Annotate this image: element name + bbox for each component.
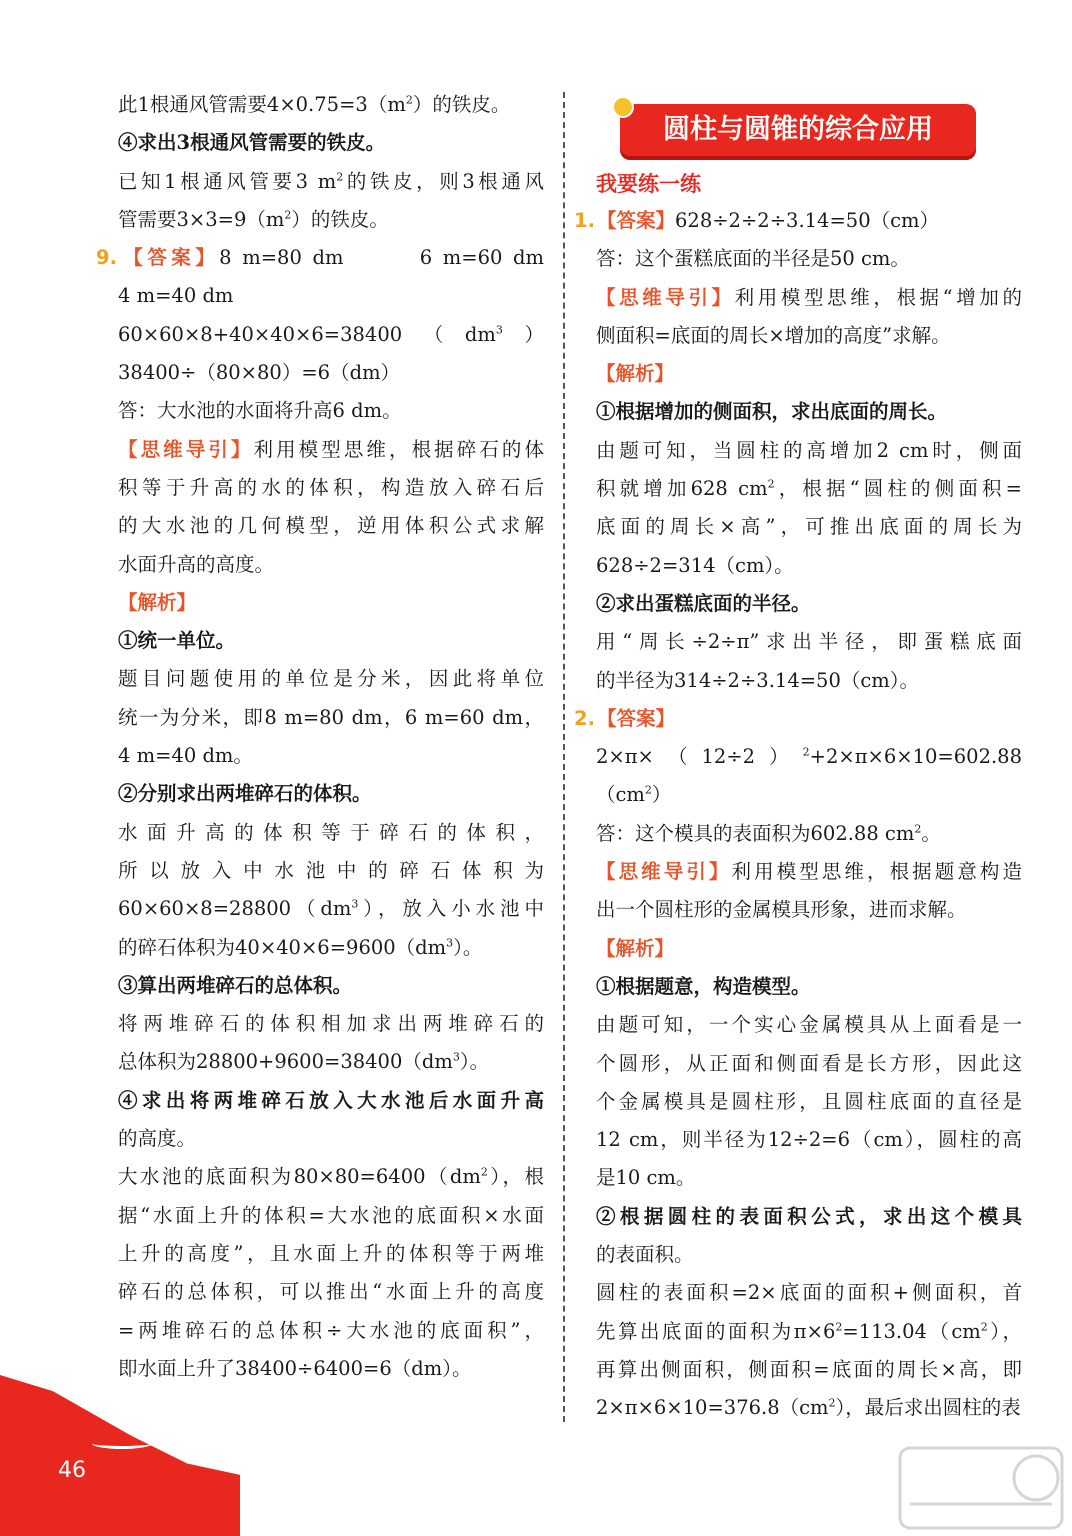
- right-line: 再算出侧面积，侧面积=底面的周长×高，即: [596, 1357, 1022, 1381]
- right-line: ①根据增加的侧面积，求出底面的周长。: [596, 400, 948, 424]
- right-line: 【解析】: [596, 362, 675, 386]
- section-title: 圆柱与圆锥的综合应用: [663, 114, 933, 145]
- right-line: $2\times\pi\times(12\div 2)^2+2\times\pi\times 6\times 10=602.88$: [596, 745, 1022, 769]
- right-line: 个圆形，从正面和侧面看是长方形，因此这: [596, 1051, 1022, 1075]
- left-line: 据“水面上升的体积=大水池的底面积×水面: [118, 1203, 544, 1227]
- left-line: 答：大水池的水面将升高6 dm。: [118, 399, 402, 423]
- right-line: 1. 【答案】628÷2÷2÷3.14=50（cm）: [574, 209, 940, 232]
- right-column: [574, 202, 1022, 1428]
- left-line: 总体积为$28800+9600=38400(dm^3)$。: [118, 1050, 490, 1074]
- left-line: $60\times 60\times 8+40\times 40\times 6=38400(dm^3)$: [118, 322, 544, 346]
- left-line: 大水池的底面积为$80\times 80=6400(dm^2)$，根: [118, 1165, 544, 1189]
- left-line: 碎石的总体积，可以推出“水面上升的高度: [118, 1280, 544, 1304]
- left-line: 【解析】: [118, 590, 197, 614]
- left-line: 的碎石体积为$40\times 40\times 6=9600(dm^3)$。: [118, 935, 483, 959]
- section-header: [620, 104, 976, 156]
- left-line: =两堆碎石的总体积÷大水池的底面积”，: [118, 1318, 544, 1342]
- right-line: 答：这个模具的表面积为602.88 $cm^2$。: [596, 821, 941, 845]
- right-line: 由题可知，一个实心金属模具从上面看是一: [596, 1013, 1022, 1037]
- left-line: 的大水池的几何模型，逆用体积公式求解: [118, 514, 544, 538]
- left-line: 题目问题使用的单位是分米，因此将单位: [118, 667, 544, 691]
- right-line: 答：这个蛋糕底面的半径是50 cm。: [596, 247, 910, 271]
- left-line: ④求出将两堆碎石放入大水池后水面升高: [118, 1088, 544, 1112]
- watermark-logo: [896, 1444, 1066, 1532]
- right-line: 12 cm，则半径为12÷2=6（cm），圆柱的高: [596, 1128, 1022, 1152]
- left-line: 9. 【答案】8 m=80 dm 6 m=60 dm: [96, 246, 544, 270]
- right-line: 【思维导引】利用模型思维，根据“增加的: [596, 285, 1022, 309]
- left-line: 【思维导引】利用模型思维，根据碎石的体: [118, 437, 544, 461]
- right-line: 个金属模具是圆柱形，且圆柱底面的直径是: [596, 1089, 1022, 1113]
- right-line: 积就增加628 $cm^2$，根据“圆柱的侧面积=: [596, 477, 1022, 501]
- right-line: 的表面积。: [596, 1243, 694, 1267]
- left-line: 4 m=40 dm。: [118, 744, 253, 768]
- left-line: 已知1根通风管要3 $m^2$的铁皮，则3根通风: [118, 169, 544, 193]
- right-line: 用“周长÷2÷π”求出半径，即蛋糕底面: [596, 630, 1022, 654]
- left-line: 将两堆碎石的体积相加求出两堆碎石的: [118, 1012, 544, 1036]
- left-line: ③算出两堆碎石的总体积。: [118, 973, 353, 997]
- right-line: ①根据题意，构造模型。: [596, 974, 811, 998]
- right-line: 【解析】: [596, 936, 675, 960]
- left-line: 水面升高的体积等于碎石的体积，: [118, 820, 544, 844]
- left-line: 38400÷（80×80）=6（dm）: [118, 361, 401, 385]
- right-line: 先算出底面的面积为$\pi\times 6^2=113.04(cm^2)$，: [596, 1319, 1022, 1343]
- right-line: 2. 【答案】: [574, 706, 675, 730]
- left-line: 管需要$3\times 3=9(m^2)$的铁皮。: [118, 207, 389, 231]
- left-line: 所以放入中水池中的碎石体积为: [118, 858, 544, 882]
- left-line: 积等于升高的水的体积，构造放入碎石后: [118, 475, 544, 499]
- left-line: 上升的高度”，且水面上升的体积等于两堆: [118, 1241, 544, 1265]
- right-line: 出一个圆柱形的金属模具形象，进而求解。: [596, 898, 967, 922]
- right-line: 【思维导引】利用模型思维，根据题意构造: [596, 860, 1022, 884]
- left-line: 此1根通风管需要$4\times 0.75=3(m^2)$的铁皮。: [118, 93, 511, 116]
- left-column: [96, 86, 544, 1388]
- right-line: ②根据圆柱的表面积公式，求出这个模具: [596, 1204, 1022, 1228]
- right-line: 是10 cm。: [596, 1166, 696, 1190]
- right-line: $(cm^2)$: [596, 783, 672, 807]
- right-line: 底面的周长×高”，可推出底面的周长为: [596, 515, 1022, 539]
- left-line: ②分别求出两堆碎石的体积。: [118, 782, 372, 806]
- left-line: 的高度。: [118, 1127, 197, 1151]
- right-line: 圆柱的表面积=2×底面的面积+侧面积，首: [596, 1281, 1022, 1305]
- subsection-title: 我要练一练: [596, 172, 701, 196]
- right-line: 由题可知，当圆柱的高增加2 cm时，侧面: [596, 438, 1022, 462]
- left-line: 水面升高的高度。: [118, 552, 275, 576]
- left-line: 统一为分米，即8 m=80 dm，6 m=60 dm，: [118, 705, 544, 729]
- right-line: 628÷2=314（cm）。: [596, 553, 794, 577]
- left-line: ④求出3根通风管需要的铁皮。: [118, 131, 386, 155]
- column-divider: [563, 92, 565, 1422]
- left-line: ①统一单位。: [118, 629, 236, 653]
- left-line: 即水面上升了38400÷6400=6（dm）。: [118, 1356, 472, 1380]
- right-line: $2\times\pi\times 6\times 10=376.8(cm^2)$，最后求出圆柱的表: [596, 1396, 1021, 1420]
- corner-decoration: [0, 1375, 240, 1536]
- right-line: 的半径为314÷2÷3.14=50（cm）。: [596, 668, 920, 692]
- left-line: $60\times 60\times 8=28800(dm^3)$，放入小水池中: [118, 897, 544, 921]
- right-line: 侧面积=底面的周长×增加的高度”求解。: [596, 323, 951, 347]
- left-line: 4 m=40 dm: [118, 284, 234, 308]
- corner-swoosh-icon: [92, 1438, 152, 1449]
- page-number: 46: [58, 1458, 86, 1483]
- right-line: ②求出蛋糕底面的半径。: [596, 591, 811, 615]
